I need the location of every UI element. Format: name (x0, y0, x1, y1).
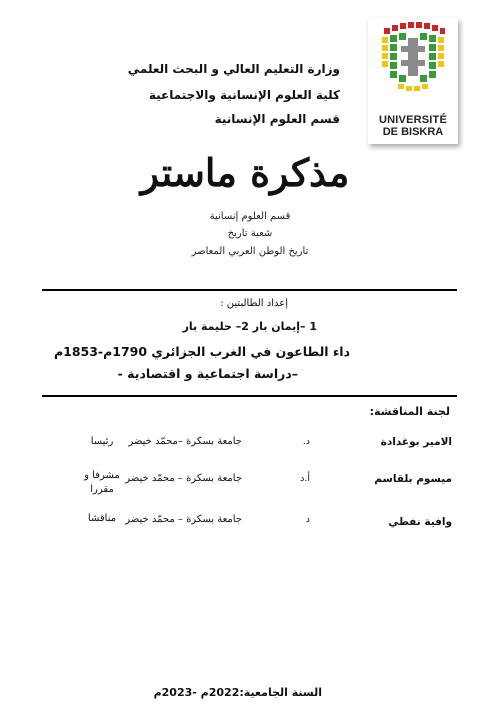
member-university: جامعة بسكرة – محمّد خيضر (125, 473, 242, 484)
member-grade: د. (302, 436, 310, 447)
member-role: مشرفا و مقررا (84, 470, 120, 495)
logo-line-2: DE BISKRA (382, 126, 444, 138)
divider-top (42, 289, 457, 291)
member-name: ميسوم بلقاسم (374, 473, 452, 485)
divider-bottom (42, 395, 457, 397)
prepared-by-label: إعداد الطالبتين : (220, 298, 288, 309)
member-grade: أ.د (300, 473, 310, 484)
biskra-emblem-icon (368, 18, 458, 114)
university-logo (368, 18, 458, 144)
member-grade: د (305, 514, 310, 525)
thesis-title: داء الطاعون في الغرب الجزائري 1790م-1853م (53, 344, 350, 359)
student-2: 2– حليمة بار (182, 320, 249, 333)
member-role: مناقشا (87, 513, 117, 524)
specialty-line-3: تاريخ الوطن العربي المعاصر (191, 246, 309, 257)
specialty-line-1: قسم العلوم إنسانية (209, 211, 291, 222)
member-university: جامعة بسكرة –محمّد خيضر (128, 436, 242, 447)
department-line: قسم العلوم الإنسانية (214, 112, 340, 126)
member-name: وافية نفطي (388, 516, 452, 528)
committee-row (0, 434, 500, 474)
member-role: رئيسا (90, 436, 114, 447)
committee-label: لجنة المناقشة: (369, 405, 450, 418)
member-university: جامعة بسكرة – محمّد خيضر (125, 514, 242, 525)
faculty-line: كلية العلوم الإنسانية والاجتماعية (148, 88, 340, 102)
students-line (161, 320, 317, 333)
academic-year: السنة الجامعية:2022م -2023م (153, 686, 322, 699)
logo-line-1: UNIVERSITÉ (378, 114, 447, 126)
thesis-subtitle: –دراسة اجتماعية و اقتصادية - (117, 366, 298, 381)
ministry-line: وزارة التعليم العالي و البحث العلمي (127, 62, 340, 76)
committee-row (0, 512, 500, 552)
document-title: مذكرة ماستر (140, 150, 350, 195)
member-name: الامير بوغدادة (380, 436, 452, 448)
student-1: 1 –إيمان بار (252, 320, 317, 333)
specialty-line-2: شعبة تاريخ (227, 228, 273, 239)
committee-row (0, 469, 500, 509)
